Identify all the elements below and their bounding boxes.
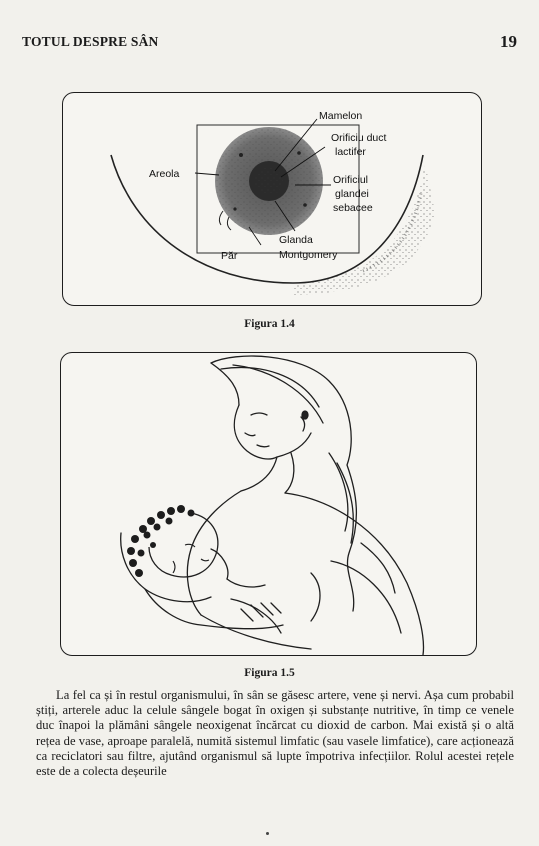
figure-1-5-frame [60, 352, 477, 656]
figure-1-4-frame [62, 92, 482, 306]
label-orificiul-glandei-3: sebacee [333, 202, 373, 214]
breast-anatomy-illustration [63, 93, 481, 305]
label-orificiul-glandei-1: Orificiul [333, 174, 369, 186]
mother-nursing-illustration [61, 353, 476, 655]
label-par: Păr [221, 250, 238, 262]
page-number: 19 [500, 32, 517, 51]
body-text [36, 688, 514, 779]
label-areola: Areola [149, 168, 180, 180]
label-orificiu-duct-1: Orificiu duct [331, 132, 387, 144]
body-paragraph: La fel ca și în restul organismului, în sân se găsesc artere, vene și nervi. Așa cum probabil știți, arterele aduc la celule sângele bogat în oxigen și substanțe nutritive, în timp ce venele duc înapoi la plămâni sângele neoxigenat încărcat cu dioxid de carbon. Mai există și o altă rețea de vase, aproape paralelă, numită sistemul limfatic (sau vasele limfatice), care acționează ca reciclatori sau filtre, ajutând organismul să lupte împotriva infecțiilor. Rolul acestei rețele este de a colecta deșeurile [36, 688, 514, 779]
running-header: TOTUL DESPRE SÂN [22, 34, 159, 49]
label-glanda-2: Montgomery [279, 249, 338, 261]
footer-mark [266, 832, 269, 835]
label-orificiul-glandei-2: glandei [335, 188, 369, 200]
figure-1-4-caption: Figura 1.4 [244, 318, 295, 330]
label-orificiu-duct-2: lactifer [335, 146, 366, 158]
label-glanda-1: Glanda [279, 234, 313, 246]
figure-1-5-caption: Figura 1.5 [244, 667, 295, 679]
label-mamelon: Mamelon [319, 110, 363, 122]
